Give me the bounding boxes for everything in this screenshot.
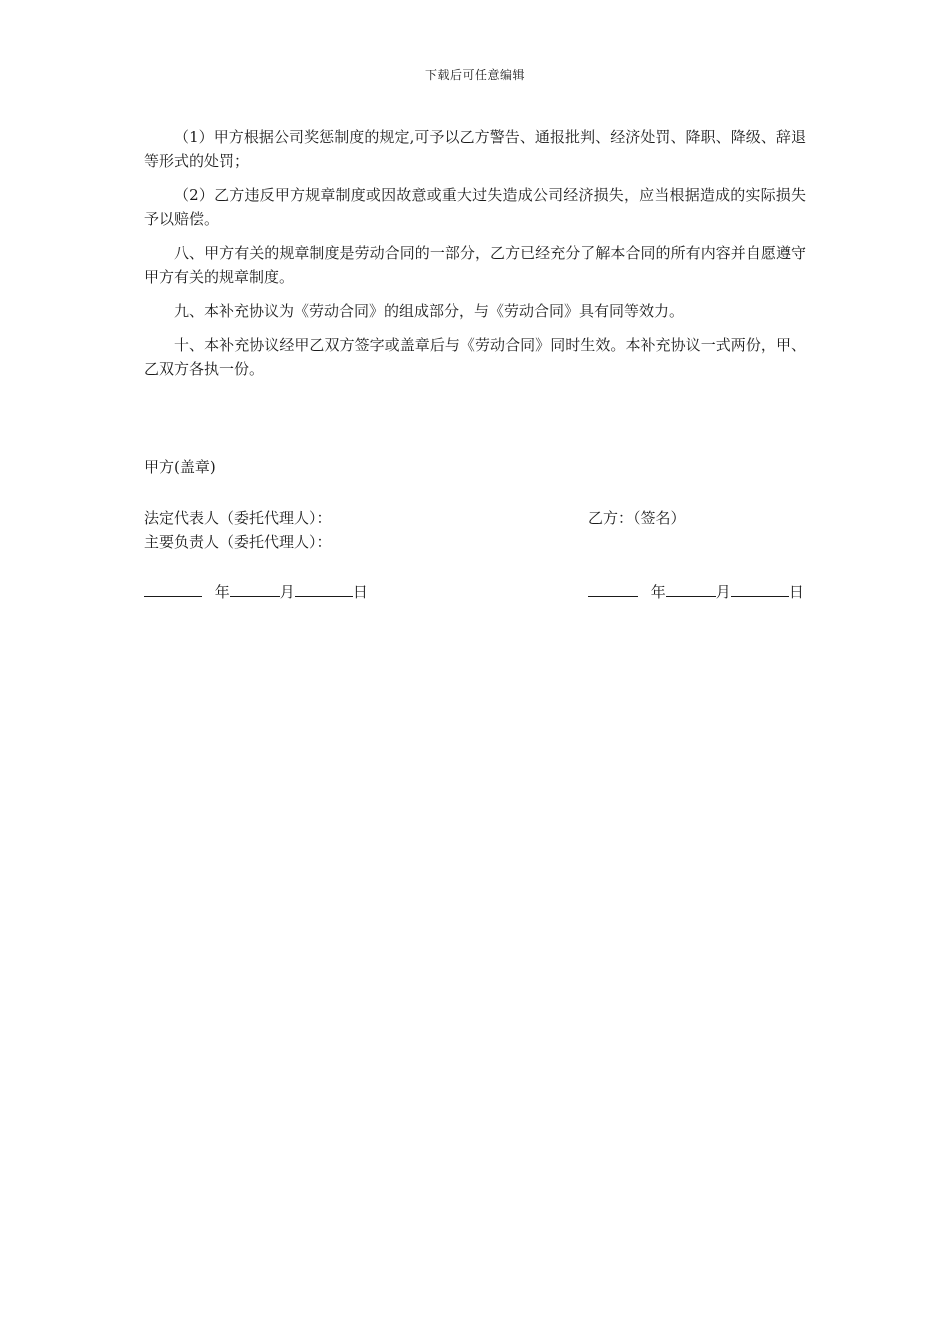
paragraph-8: 八、甲方有关的规章制度是劳动合同的一部分，乙方已经充分了解本合同的所有内容并自愿遵守甲方有关的规章制度。: [144, 244, 806, 286]
year-label: 年: [650, 583, 666, 601]
day-blank: [295, 580, 353, 597]
party-a-seal-label: 甲方(盖章): [144, 458, 216, 476]
day-label: 日: [352, 583, 368, 601]
day-blank: [731, 580, 789, 597]
day-label: 日: [788, 583, 804, 601]
paragraph-9: 九、本补充协议为《劳动合同》的组成部分，与《劳动合同》具有同等效力。: [174, 302, 685, 320]
header-note: 下载后可任意编辑: [424, 68, 525, 82]
month-blank: [666, 580, 716, 597]
paragraph-10: 十、本补充协议经甲乙双方签字或盖章后与《劳动合同》同时生效。本补充协议一式两份，甲、乙双方各执一份。: [144, 336, 806, 378]
month-label: 月: [715, 583, 731, 601]
year-label: 年: [214, 583, 230, 601]
year-blank: [588, 580, 638, 597]
agreement-body: [144, 125, 806, 391]
legal-representative-label: 法定代表人（委托代理人）：: [144, 509, 332, 527]
party-b-date-line: [588, 580, 804, 604]
month-blank: [230, 580, 280, 597]
party-b-signature-label: 乙方：（签名）: [588, 509, 686, 527]
paragraph-2: （2）乙方违反甲方规章制度或因故意或重大过失造成公司经济损失，应当根据造成的实际损失予以赔偿。: [144, 186, 806, 228]
principal-label: 主要负责人（委托代理人）：: [144, 533, 332, 551]
party-a-date-line: [144, 580, 368, 604]
paragraph-1: （1）甲方根据公司奖惩制度的规定,可予以乙方警告、通报批判、经济处罚、降职、降级、辞退等形式的处罚；: [144, 128, 806, 170]
month-label: 月: [279, 583, 295, 601]
year-blank: [144, 580, 202, 597]
